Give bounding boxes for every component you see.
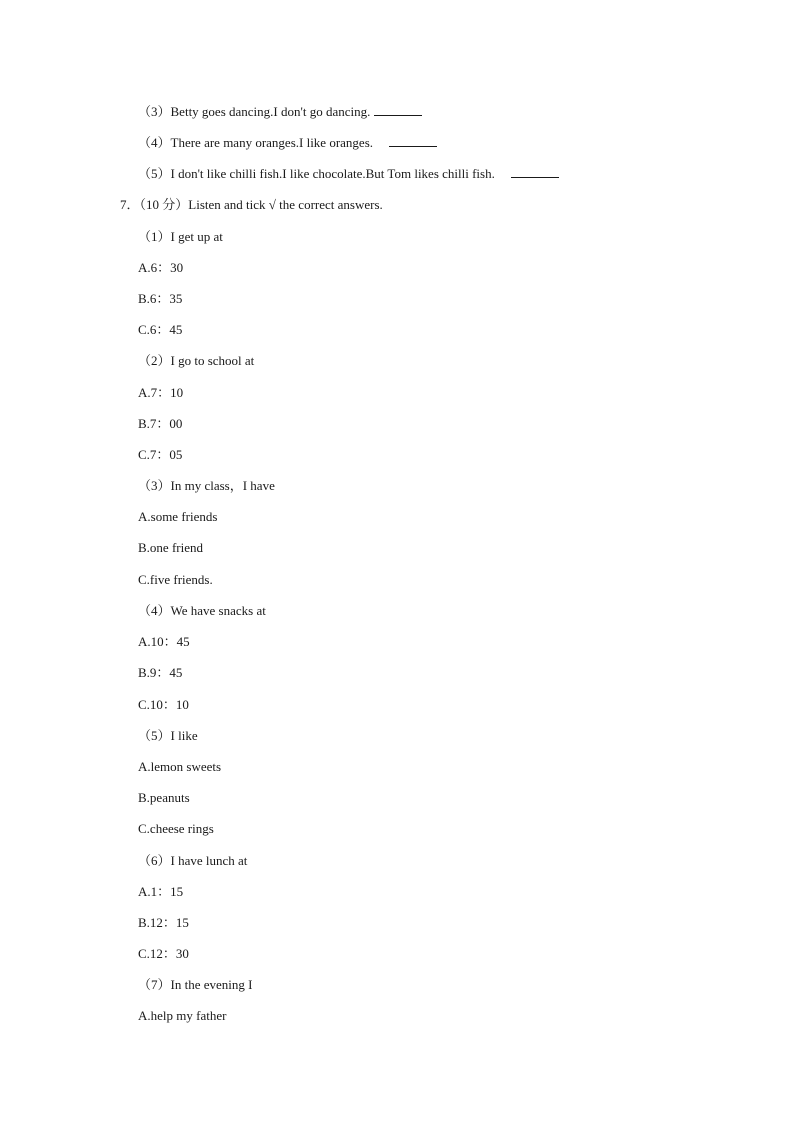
item-stem: In the evening I xyxy=(170,977,253,992)
statement-number: （3） xyxy=(138,104,171,119)
item-number: （2） xyxy=(138,353,171,368)
item-stem: I go to school at xyxy=(170,353,255,368)
option-6b[interactable]: B.12：15 xyxy=(138,915,189,930)
answer-blank[interactable] xyxy=(511,166,559,178)
statement-5 xyxy=(138,166,559,182)
question-7-header xyxy=(120,197,383,213)
option-3c[interactable]: C.five friends. xyxy=(138,572,213,587)
statement-4 xyxy=(138,135,437,151)
item-5-stem xyxy=(138,728,198,744)
item-stem: In my class，I have xyxy=(170,478,275,493)
answer-blank[interactable] xyxy=(389,135,437,147)
option-1b[interactable]: B.6：35 xyxy=(138,291,183,306)
item-4-stem xyxy=(138,603,266,619)
question-instruction: Listen and tick √ the correct answers. xyxy=(188,197,383,212)
option-5c[interactable]: C.cheese rings xyxy=(138,821,214,836)
item-number: （3） xyxy=(138,478,171,493)
option-1a[interactable]: A.6：30 xyxy=(138,260,184,275)
option-2a[interactable]: A.7：10 xyxy=(138,385,184,400)
item-3-stem xyxy=(138,478,275,494)
statement-text: I don't like chilli fish.I like chocolate.But Tom likes chilli fish. xyxy=(170,166,495,181)
option-5a[interactable]: A.lemon sweets xyxy=(138,759,222,774)
option-6a[interactable]: A.1：15 xyxy=(138,884,184,899)
item-number: （1） xyxy=(138,229,171,244)
item-stem: We have snacks at xyxy=(170,603,266,618)
item-number: （5） xyxy=(138,728,171,743)
option-6c[interactable]: C.12：30 xyxy=(138,946,189,961)
item-7-stem xyxy=(138,977,252,993)
answer-blank[interactable] xyxy=(374,104,422,116)
statement-number: （4） xyxy=(138,135,171,150)
item-stem: I like xyxy=(170,728,198,743)
option-3b[interactable]: B.one friend xyxy=(138,540,203,555)
item-number: （4） xyxy=(138,603,171,618)
statement-number: （5） xyxy=(138,166,171,181)
option-2c[interactable]: C.7：05 xyxy=(138,447,183,462)
option-7a[interactable]: A.help my father xyxy=(138,1008,227,1023)
option-1c[interactable]: C.6：45 xyxy=(138,322,183,337)
option-5b[interactable]: B.peanuts xyxy=(138,790,190,805)
option-4a[interactable]: A.10：45 xyxy=(138,634,190,649)
statement-text: There are many oranges.I like oranges. xyxy=(170,135,374,150)
item-stem: I get up at xyxy=(170,229,223,244)
item-6-stem xyxy=(138,853,247,869)
option-3a[interactable]: A.some friends xyxy=(138,509,218,524)
option-4b[interactable]: B.9：45 xyxy=(138,665,183,680)
item-number: （7） xyxy=(138,977,171,992)
question-number: 7． xyxy=(120,197,140,212)
item-2-stem xyxy=(138,353,254,369)
statement-3 xyxy=(138,104,422,120)
option-4c[interactable]: C.10：10 xyxy=(138,697,189,712)
question-score: （10 分） xyxy=(139,197,189,212)
item-stem: I have lunch at xyxy=(170,853,248,868)
item-1-stem xyxy=(138,229,223,245)
option-2b[interactable]: B.7：00 xyxy=(138,416,183,431)
item-number: （6） xyxy=(138,853,171,868)
statement-text: Betty goes dancing.I don't go dancing. xyxy=(170,104,371,119)
